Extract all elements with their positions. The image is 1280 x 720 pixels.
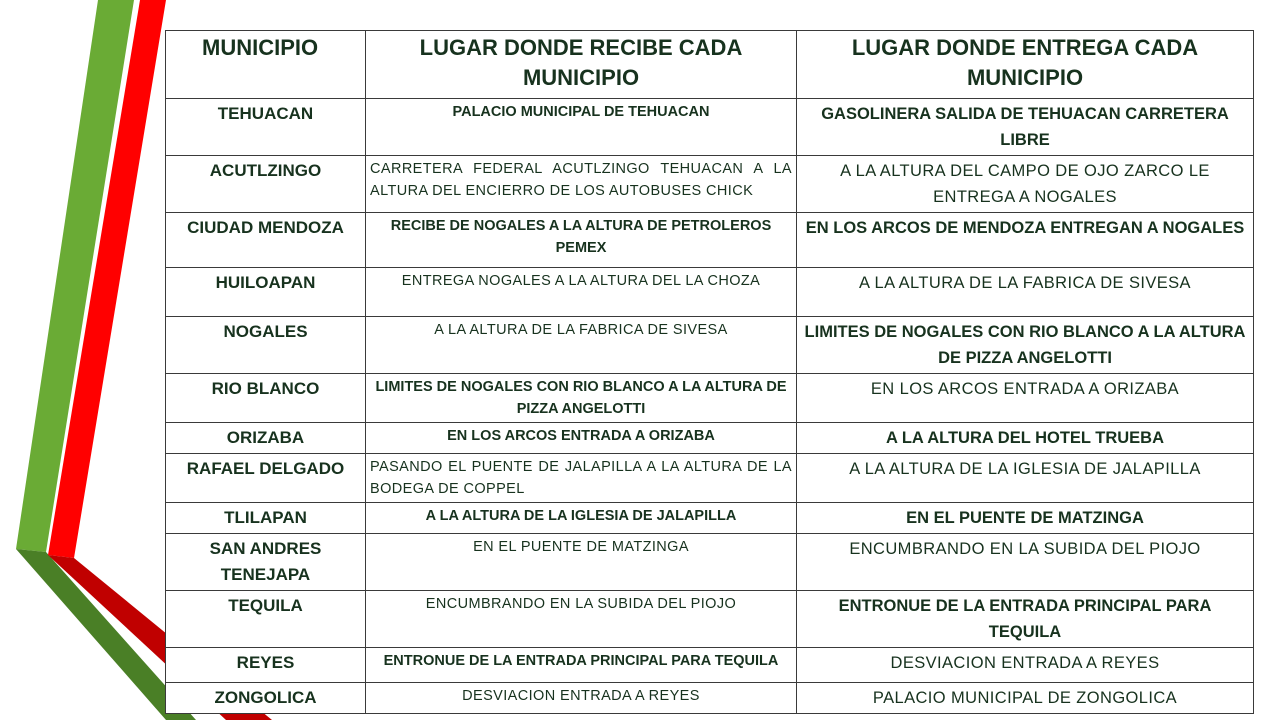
municipio-cell: TEHUACAN	[166, 99, 366, 156]
recibe-cell: ENCUMBRANDO EN LA SUBIDA DEL PIOJO	[366, 591, 797, 648]
header-row	[166, 31, 1254, 99]
table-row	[166, 156, 1254, 213]
entrega-cell: A LA ALTURA DEL HOTEL TRUEBA	[797, 423, 1254, 454]
recibe-cell: RECIBE DE NOGALES A LA ALTURA DE PETROLEROS PEMEX	[366, 213, 797, 268]
municipio-cell: HUILOAPAN	[166, 268, 366, 317]
recibe-cell: EN EL PUENTE DE MATZINGA	[366, 534, 797, 591]
recibe-cell: DESVIACION ENTRADA A REYES	[366, 683, 797, 714]
municipio-cell: CIUDAD MENDOZA	[166, 213, 366, 268]
entrega-cell: LIMITES DE NOGALES CON RIO BLANCO A LA ALTURA DE PIZZA ANGELOTTI	[797, 317, 1254, 374]
entrega-cell: ENTRONUE DE LA ENTRADA PRINCIPAL PARA TEQUILA	[797, 591, 1254, 648]
municipio-cell: TEQUILA	[166, 591, 366, 648]
table-row	[166, 374, 1254, 423]
table-row	[166, 648, 1254, 683]
entrega-cell: A LA ALTURA DEL CAMPO DE OJO ZARCO LE ENTREGA A NOGALES	[797, 156, 1254, 213]
entrega-cell: EN LOS ARCOS DE MENDOZA ENTREGAN A NOGALES	[797, 213, 1254, 268]
recibe-cell: LIMITES DE NOGALES CON RIO BLANCO A LA ALTURA DE PIZZA ANGELOTTI	[366, 374, 797, 423]
table-row	[166, 591, 1254, 648]
recibe-cell: PASANDO EL PUENTE DE JALAPILLA A LA ALTURA DE LA BODEGA DE COPPEL	[366, 454, 797, 503]
entrega-cell: A LA ALTURA DE LA FABRICA DE SIVESA	[797, 268, 1254, 317]
entrega-cell: EN EL PUENTE DE MATZINGA	[797, 503, 1254, 534]
entrega-cell: PALACIO MUNICIPAL DE ZONGOLICA	[797, 683, 1254, 714]
table-row	[166, 454, 1254, 503]
table-row	[166, 317, 1254, 374]
table-row	[166, 268, 1254, 317]
table-row	[166, 683, 1254, 714]
table-row	[166, 423, 1254, 454]
header-recibe: LUGAR DONDE RECIBE CADA MUNICIPIO	[366, 31, 797, 99]
table-row	[166, 213, 1254, 268]
table-row	[166, 99, 1254, 156]
recibe-cell: ENTREGA NOGALES A LA ALTURA DEL LA CHOZA	[366, 268, 797, 317]
entrega-cell: EN LOS ARCOS ENTRADA A ORIZABA	[797, 374, 1254, 423]
recibe-cell: PALACIO MUNICIPAL DE TEHUACAN	[366, 99, 797, 156]
entrega-cell: GASOLINERA SALIDA DE TEHUACAN CARRETERA LIBRE	[797, 99, 1254, 156]
relay-table	[165, 30, 1254, 714]
entrega-cell: A LA ALTURA DE LA IGLESIA DE JALAPILLA	[797, 454, 1254, 503]
municipio-cell: ORIZABA	[166, 423, 366, 454]
municipio-cell: ZONGOLICA	[166, 683, 366, 714]
header-municipio: MUNICIPIO	[166, 31, 366, 99]
table-row	[166, 503, 1254, 534]
municipio-cell: SAN ANDRES TENEJAPA	[166, 534, 366, 591]
entrega-cell: DESVIACION ENTRADA A REYES	[797, 648, 1254, 683]
municipio-cell: ACUTLZINGO	[166, 156, 366, 213]
municipio-cell: RAFAEL DELGADO	[166, 454, 366, 503]
entrega-cell: ENCUMBRANDO EN LA SUBIDA DEL PIOJO	[797, 534, 1254, 591]
recibe-cell: ENTRONUE DE LA ENTRADA PRINCIPAL PARA TEQUILA	[366, 648, 797, 683]
header-entrega: LUGAR DONDE ENTREGA CADA MUNICIPIO	[797, 31, 1254, 99]
recibe-cell: CARRETERA FEDERAL ACUTLZINGO TEHUACAN A LA ALTURA DEL ENCIERRO DE LOS AUTOBUSES CHICK	[366, 156, 797, 213]
municipio-cell: RIO BLANCO	[166, 374, 366, 423]
municipio-cell: REYES	[166, 648, 366, 683]
municipio-cell: NOGALES	[166, 317, 366, 374]
recibe-cell: A LA ALTURA DE LA FABRICA DE SIVESA	[366, 317, 797, 374]
table-row	[166, 534, 1254, 591]
municipio-cell: TLILAPAN	[166, 503, 366, 534]
recibe-cell: A LA ALTURA DE LA IGLESIA DE JALAPILLA	[366, 503, 797, 534]
recibe-cell: EN LOS ARCOS ENTRADA A ORIZABA	[366, 423, 797, 454]
